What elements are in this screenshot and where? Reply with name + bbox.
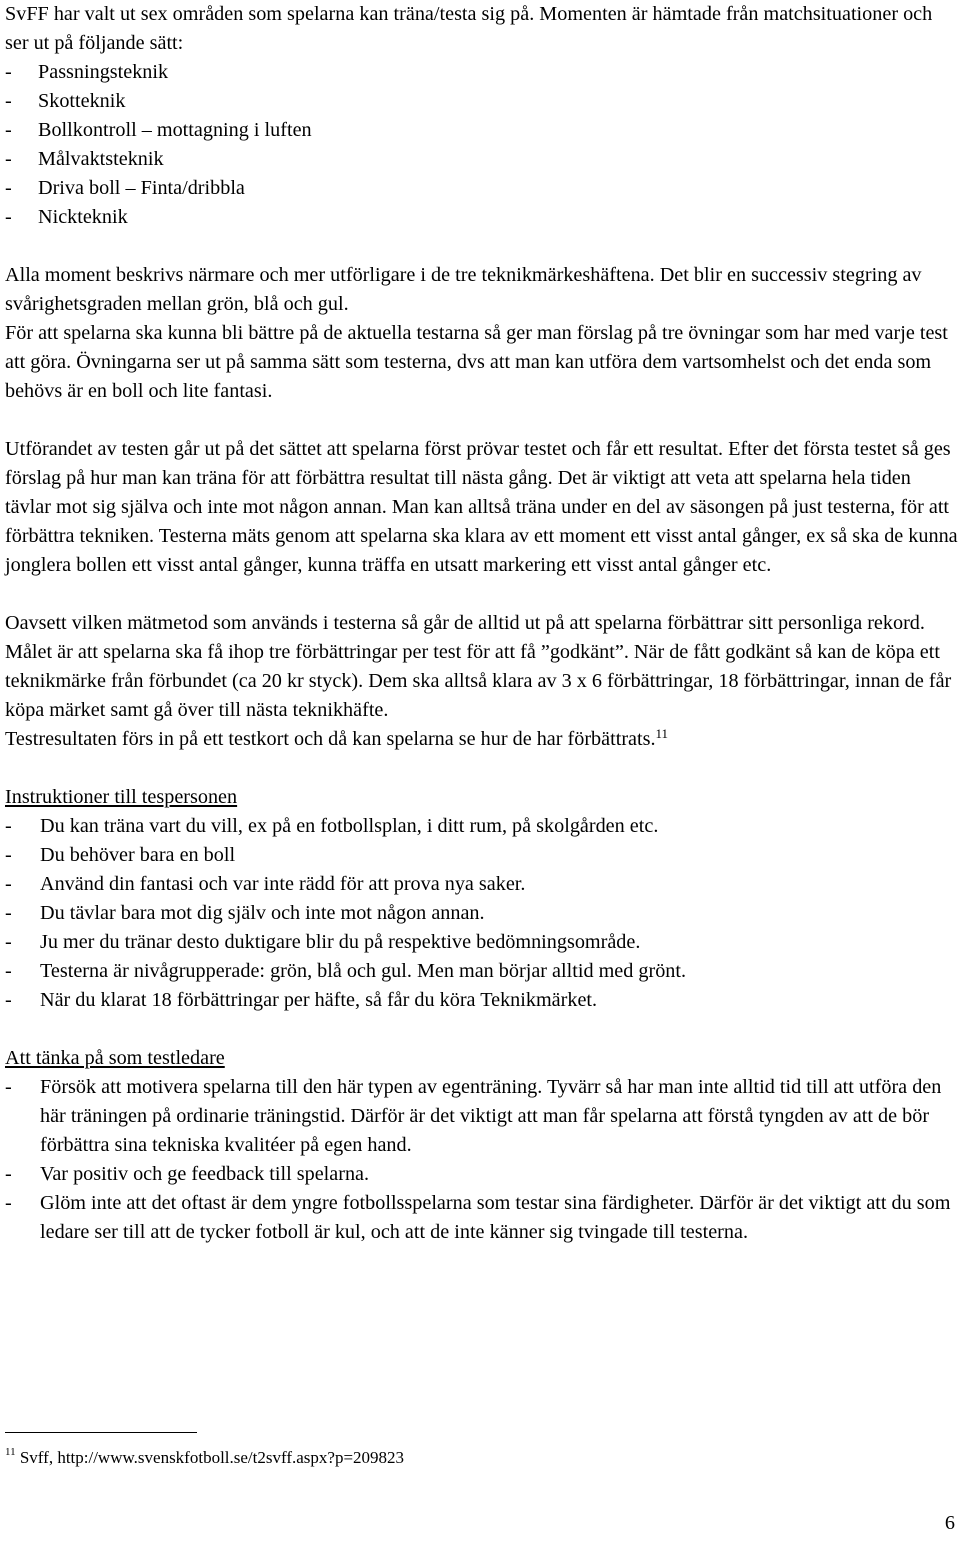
instruction-item-text: Ju mer du tränar desto duktigare blir du på respektive bedömningsområde. [40, 931, 641, 953]
training-area-item [5, 145, 960, 174]
paragraph-records: Oavsett vilken mätmetod som används i testerna så går de alltid ut på att spelarna förbättrar sitt personliga rekord. Målet är att spelarna ska få ihop tre förbättringar per test för att få ”godkänt”. När de fått godkänt så kan de köpa ett teknikmärke från förbundet (ca 20 kr styck). Dem ska alltså klara av 3 x 6 förbättringar, 18 förbättringar, innan de får köpa märket samt gå över till nästa teknikhäfte. [5, 612, 952, 721]
instruction-item-text: Du tävlar bara mot dig själv och inte mot någon annan. [40, 902, 485, 924]
section-heading-instructions: Instruktioner till tespersonen [5, 786, 238, 808]
instructions-list [5, 812, 960, 1015]
instruction-item-text: När du klarat 18 förbättringar per häfte, så får du köra Teknikmärket. [40, 989, 598, 1011]
test-leader-item [5, 1073, 960, 1160]
instruction-item [5, 928, 960, 957]
paragraph-testcard [5, 725, 960, 754]
training-area-item-text: Nickteknik [38, 206, 128, 228]
paragraph-testcard-text: Testresultaten förs in på ett testkort och då kan spelarna se hur de har förbättrats. [5, 728, 656, 750]
list-bullet-dash: - [5, 90, 12, 112]
list-bullet-dash: - [5, 1163, 12, 1185]
test-leader-list [5, 1073, 960, 1247]
training-area-item [5, 87, 960, 116]
list-bullet-dash: - [5, 989, 12, 1011]
training-area-item-text: Målvaktsteknik [38, 148, 164, 170]
list-bullet-dash: - [5, 1192, 12, 1214]
training-area-item [5, 203, 960, 232]
training-area-item [5, 174, 960, 203]
list-bullet-dash: - [5, 61, 12, 83]
instruction-item [5, 986, 960, 1015]
test-leader-item [5, 1160, 960, 1189]
footnote-divider [5, 1432, 197, 1433]
test-leader-item-text: Försök att motivera spelarna till den här typen av egenträning. Tyvärr så har man inte alltid tid till att utföra den här träningen på ordinarie träningstid. Därför är det viktigt att man får spelarna att förstå tyngden av att de bör förbättra sina tekniska kvalitéer på egen hand. [40, 1076, 942, 1156]
list-bullet-dash: - [5, 960, 12, 982]
footnote [5, 1446, 404, 1470]
instruction-item-text: Använd din fantasi och var inte rädd för att prova nya saker. [40, 873, 526, 895]
training-areas-list [5, 58, 960, 232]
instruction-item [5, 899, 960, 928]
paragraph-exercises: För att spelarna ska kunna bli bättre på de aktuella testarna så ger man förslag på tre övningar som har med varje test att göra. Övningarna ser ut på samma sätt som testerna, dvs att man kan utföra dem vartsomhelst och det enda som behövs är en boll och lite fantasi. [5, 322, 948, 402]
training-area-item [5, 58, 960, 87]
list-bullet-dash: - [5, 815, 12, 837]
section-heading-test-leader: Att tänka på som testledare [5, 1047, 225, 1069]
list-bullet-dash: - [5, 1076, 12, 1098]
footnote-number: 11 [5, 1446, 16, 1458]
training-area-item [5, 116, 960, 145]
list-bullet-dash: - [5, 844, 12, 866]
page-number: 6 [944, 1512, 955, 1534]
test-leader-item-text: Var positiv och ge feedback till spelarna. [40, 1163, 370, 1185]
footnote-reference[interactable]: 11 [655, 726, 669, 741]
intro-paragraph: SvFF har valt ut sex områden som spelarna kan träna/testa sig på. Momenten är hämtade från matchsituationer och ser ut på följande sätt: [5, 3, 933, 54]
instruction-item-text: Du kan träna vart du vill, ex på en fotbollsplan, i ditt rum, på skolgården etc. [40, 815, 659, 837]
training-area-item-text: Passningsteknik [38, 61, 169, 83]
instruction-item [5, 870, 960, 899]
test-leader-item [5, 1189, 960, 1247]
instruction-item [5, 957, 960, 986]
list-bullet-dash: - [5, 177, 12, 199]
instruction-item-text: Du behöver bara en boll [40, 844, 236, 866]
paragraph-execution: Utförandet av testen går ut på det sättet att spelarna först prövar testet och får ett resultat. Efter det första testet så ges förslag på hur man kan träna för att förbättra resultat till nästa gång. Det är viktigt att veta att spelarna hela tiden tävlar mot sig själva och inte mot någon annan. Man kan alltså träna under en del av säsongen på just testerna, för att förbättra tekniken. Testerna mäts genom att spelarna ska klara av ett moment ett visst antal gånger, ex så ska de kunna jonglera bollen ett visst antal gånger, kunna träffa en utsatt markering ett visst antal gånger etc. [5, 438, 958, 576]
list-bullet-dash: - [5, 148, 12, 170]
list-bullet-dash: - [5, 206, 12, 228]
list-bullet-dash: - [5, 873, 12, 895]
document-page [5, 0, 960, 1247]
list-bullet-dash: - [5, 931, 12, 953]
training-area-item-text: Bollkontroll – mottagning i luften [38, 119, 312, 141]
instruction-item [5, 841, 960, 870]
test-leader-item-text: Glöm inte att det oftast är dem yngre fotbollsspelarna som testar sina färdigheter. Därför är det viktigt att du som ledare ser till att de tycker fotboll är kul, och att de inte känner sig tvingade till testerna. [40, 1192, 951, 1243]
instruction-item-text: Testerna är nivågrupperade: grön, blå och gul. Men man börjar alltid med grönt. [40, 960, 687, 982]
list-bullet-dash: - [5, 119, 12, 141]
list-bullet-dash: - [5, 902, 12, 924]
training-area-item-text: Driva boll – Finta/dribbla [38, 177, 245, 199]
instruction-item [5, 812, 960, 841]
paragraph-moments: Alla moment beskrivs närmare och mer utförligare i de tre teknikmärkeshäftena. Det blir en successiv stegring av svårighetsgraden mellan grön, blå och gul. [5, 264, 922, 315]
training-area-item-text: Skotteknik [38, 90, 126, 112]
footnote-text: Svff, http://www.svenskfotboll.se/t2svff.aspx?p=209823 [19, 1448, 405, 1467]
